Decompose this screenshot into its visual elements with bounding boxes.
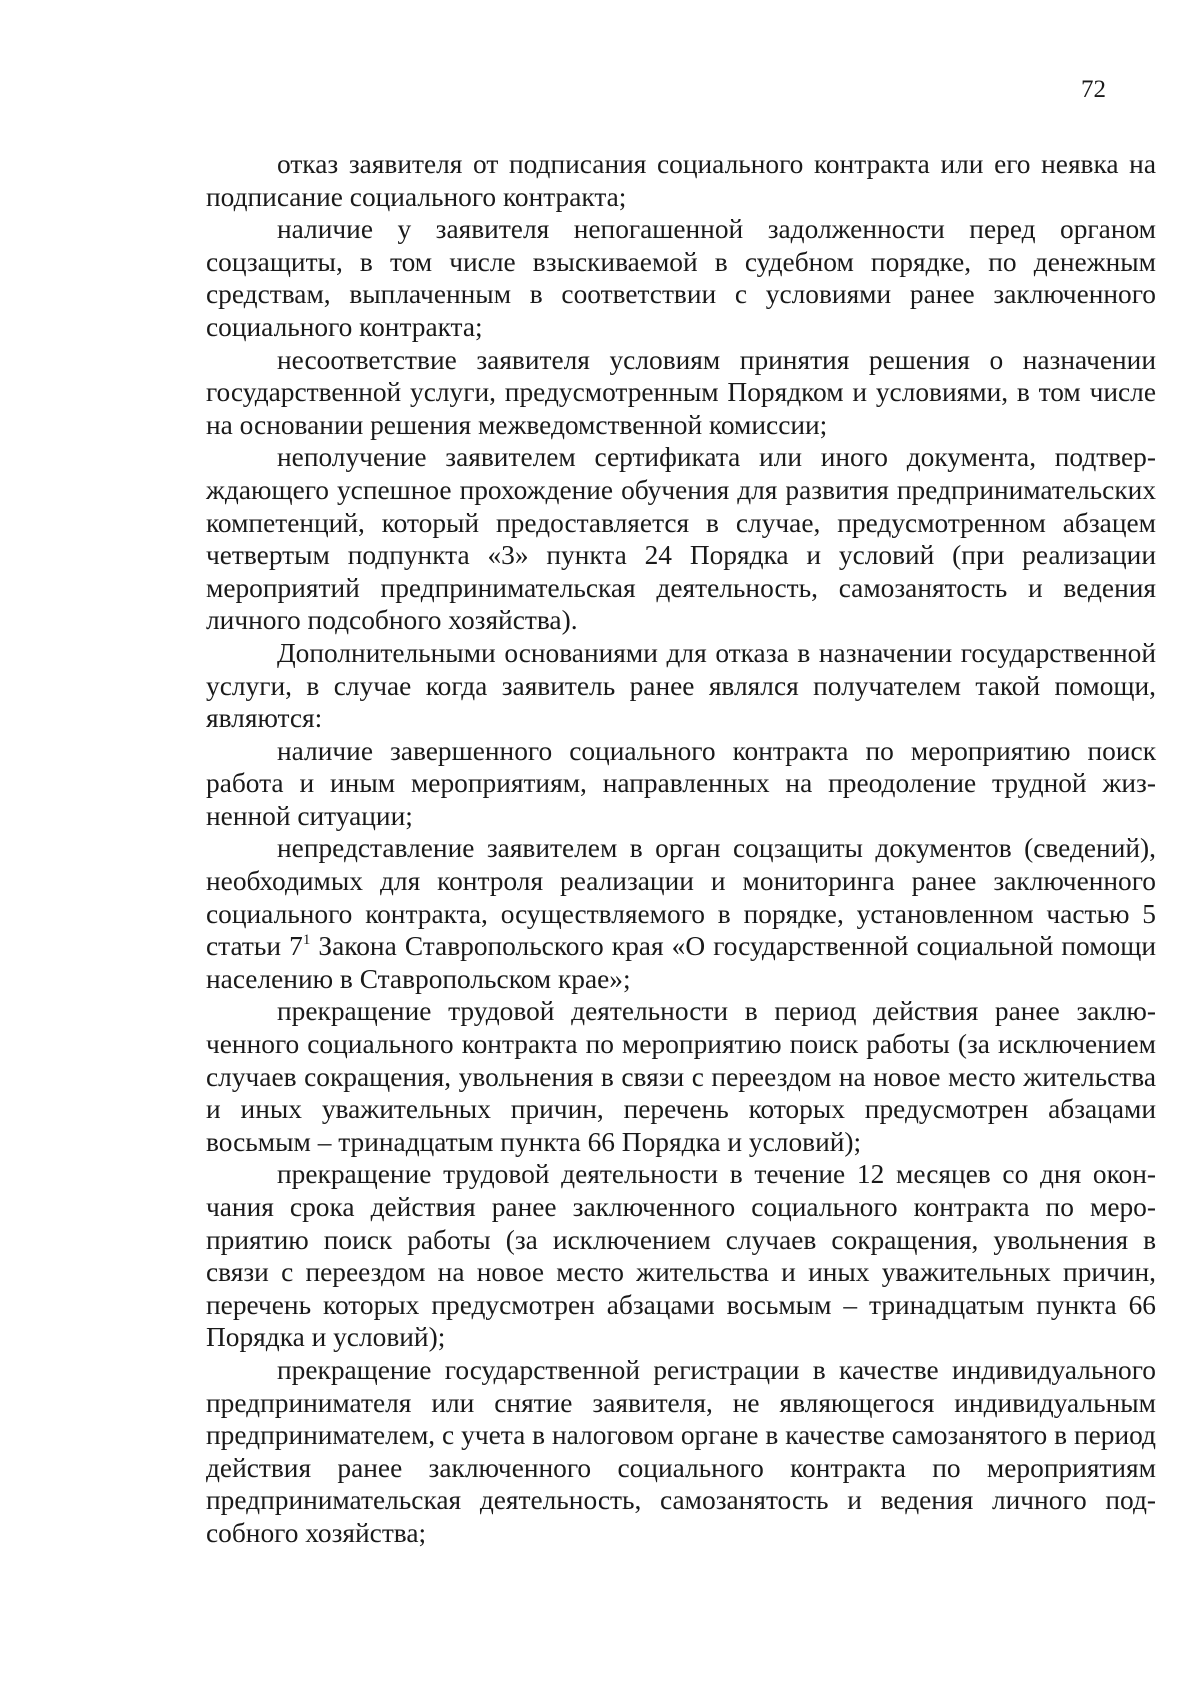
superscript-mark: 1 — [302, 932, 311, 949]
paragraph: наличие у заявителя непогашенной задолженности перед органом соцзащиты, в том числе взыскиваемой в судебном порядке, по денежным средствам, выплаченным в соответствии с условиями ранее заключенного социального контракта; — [206, 214, 1156, 342]
paragraph: прекращение трудовой деятельности в течение 12 месяцев со дня окончания срока действия ранее заключенного социального контракта по мероприятию поиск работы (за исключением случаев сокращения, увольнения в связи с переездом на новое место жительства и иных уважительных причин, перечень которых предусмотрен абзацами восьмым – тринадцатым пункта 66 Порядка и условий); — [206, 1159, 1156, 1353]
page-number: 72 — [1081, 76, 1106, 103]
paragraph: несоответствие заявителя условиям принятия решения о назначении государственной услуги, предусмотренным Порядком и условиями, в том числе на основании решения межведомственной комиссии; — [206, 344, 1156, 440]
paragraph: прекращение трудовой деятельности в период действия ранее заключенного социального контракта по мероприятию поиск работы (за исключением случаев сокращения, увольнения в связи с переездом на новое место жительства и иных уважительных причин, перечень которых предусмотрен абзацами восьмым – тринадцатым пункта 66 Порядка и условий); — [206, 996, 1156, 1157]
paragraph: неполучение заявителем сертификата или иного документа, подтверждающего успешное прохождение обучения для развития предпринимательских компетенций, который предоставляется в случае, предусмотренном абзацем четвертым подпункта «3» пункта 24 Порядка и условий (при реализации мероприятий предпринимательская деятельность, самозанятость и ведения личного подсобного хозяйства). — [206, 442, 1156, 636]
document-body — [206, 148, 1156, 1550]
paragraph: отказ заявителя от подписания социального контракта или его неявка на подписание социального контракта; — [206, 149, 1156, 212]
paragraph: Дополнительными основаниями для отказа в назначении государственной услуги, в случае когда заявитель ранее являлся получателем такой помощи, являются: — [206, 637, 1156, 734]
paragraph-text-before: непредставление заявителем в орган соцзащиты документов (сведений), необходимых для контроля реализации и мониторинга ранее заключенного социального контракта, осуществляемого в порядке, установленном частью 5 статьи 7 — [206, 833, 1156, 962]
paragraph: наличие завершенного социального контракта по мероприятию поиск работа и иным мероприятиям, направленных на преодоление трудной жизненной ситуации; — [206, 735, 1156, 831]
paragraph-with-superscript — [206, 832, 1156, 995]
paragraph: прекращение государственной регистрации в качестве индивидуального предпринимателя или снятие заявителя, не являющегося индивидуальным предпринимателем, с учета в налоговом органе в качестве самозанятого в период действия ранее заключенного социального контракта по мероприятиям предпринимательская деятельность, самозанятость и ведения личного подсобного хозяйства; — [206, 1354, 1156, 1548]
paragraph-text-after: Закона Ставропольского края «О государственной социальной помощи населению в Ставропольском крае»; — [206, 931, 1156, 994]
